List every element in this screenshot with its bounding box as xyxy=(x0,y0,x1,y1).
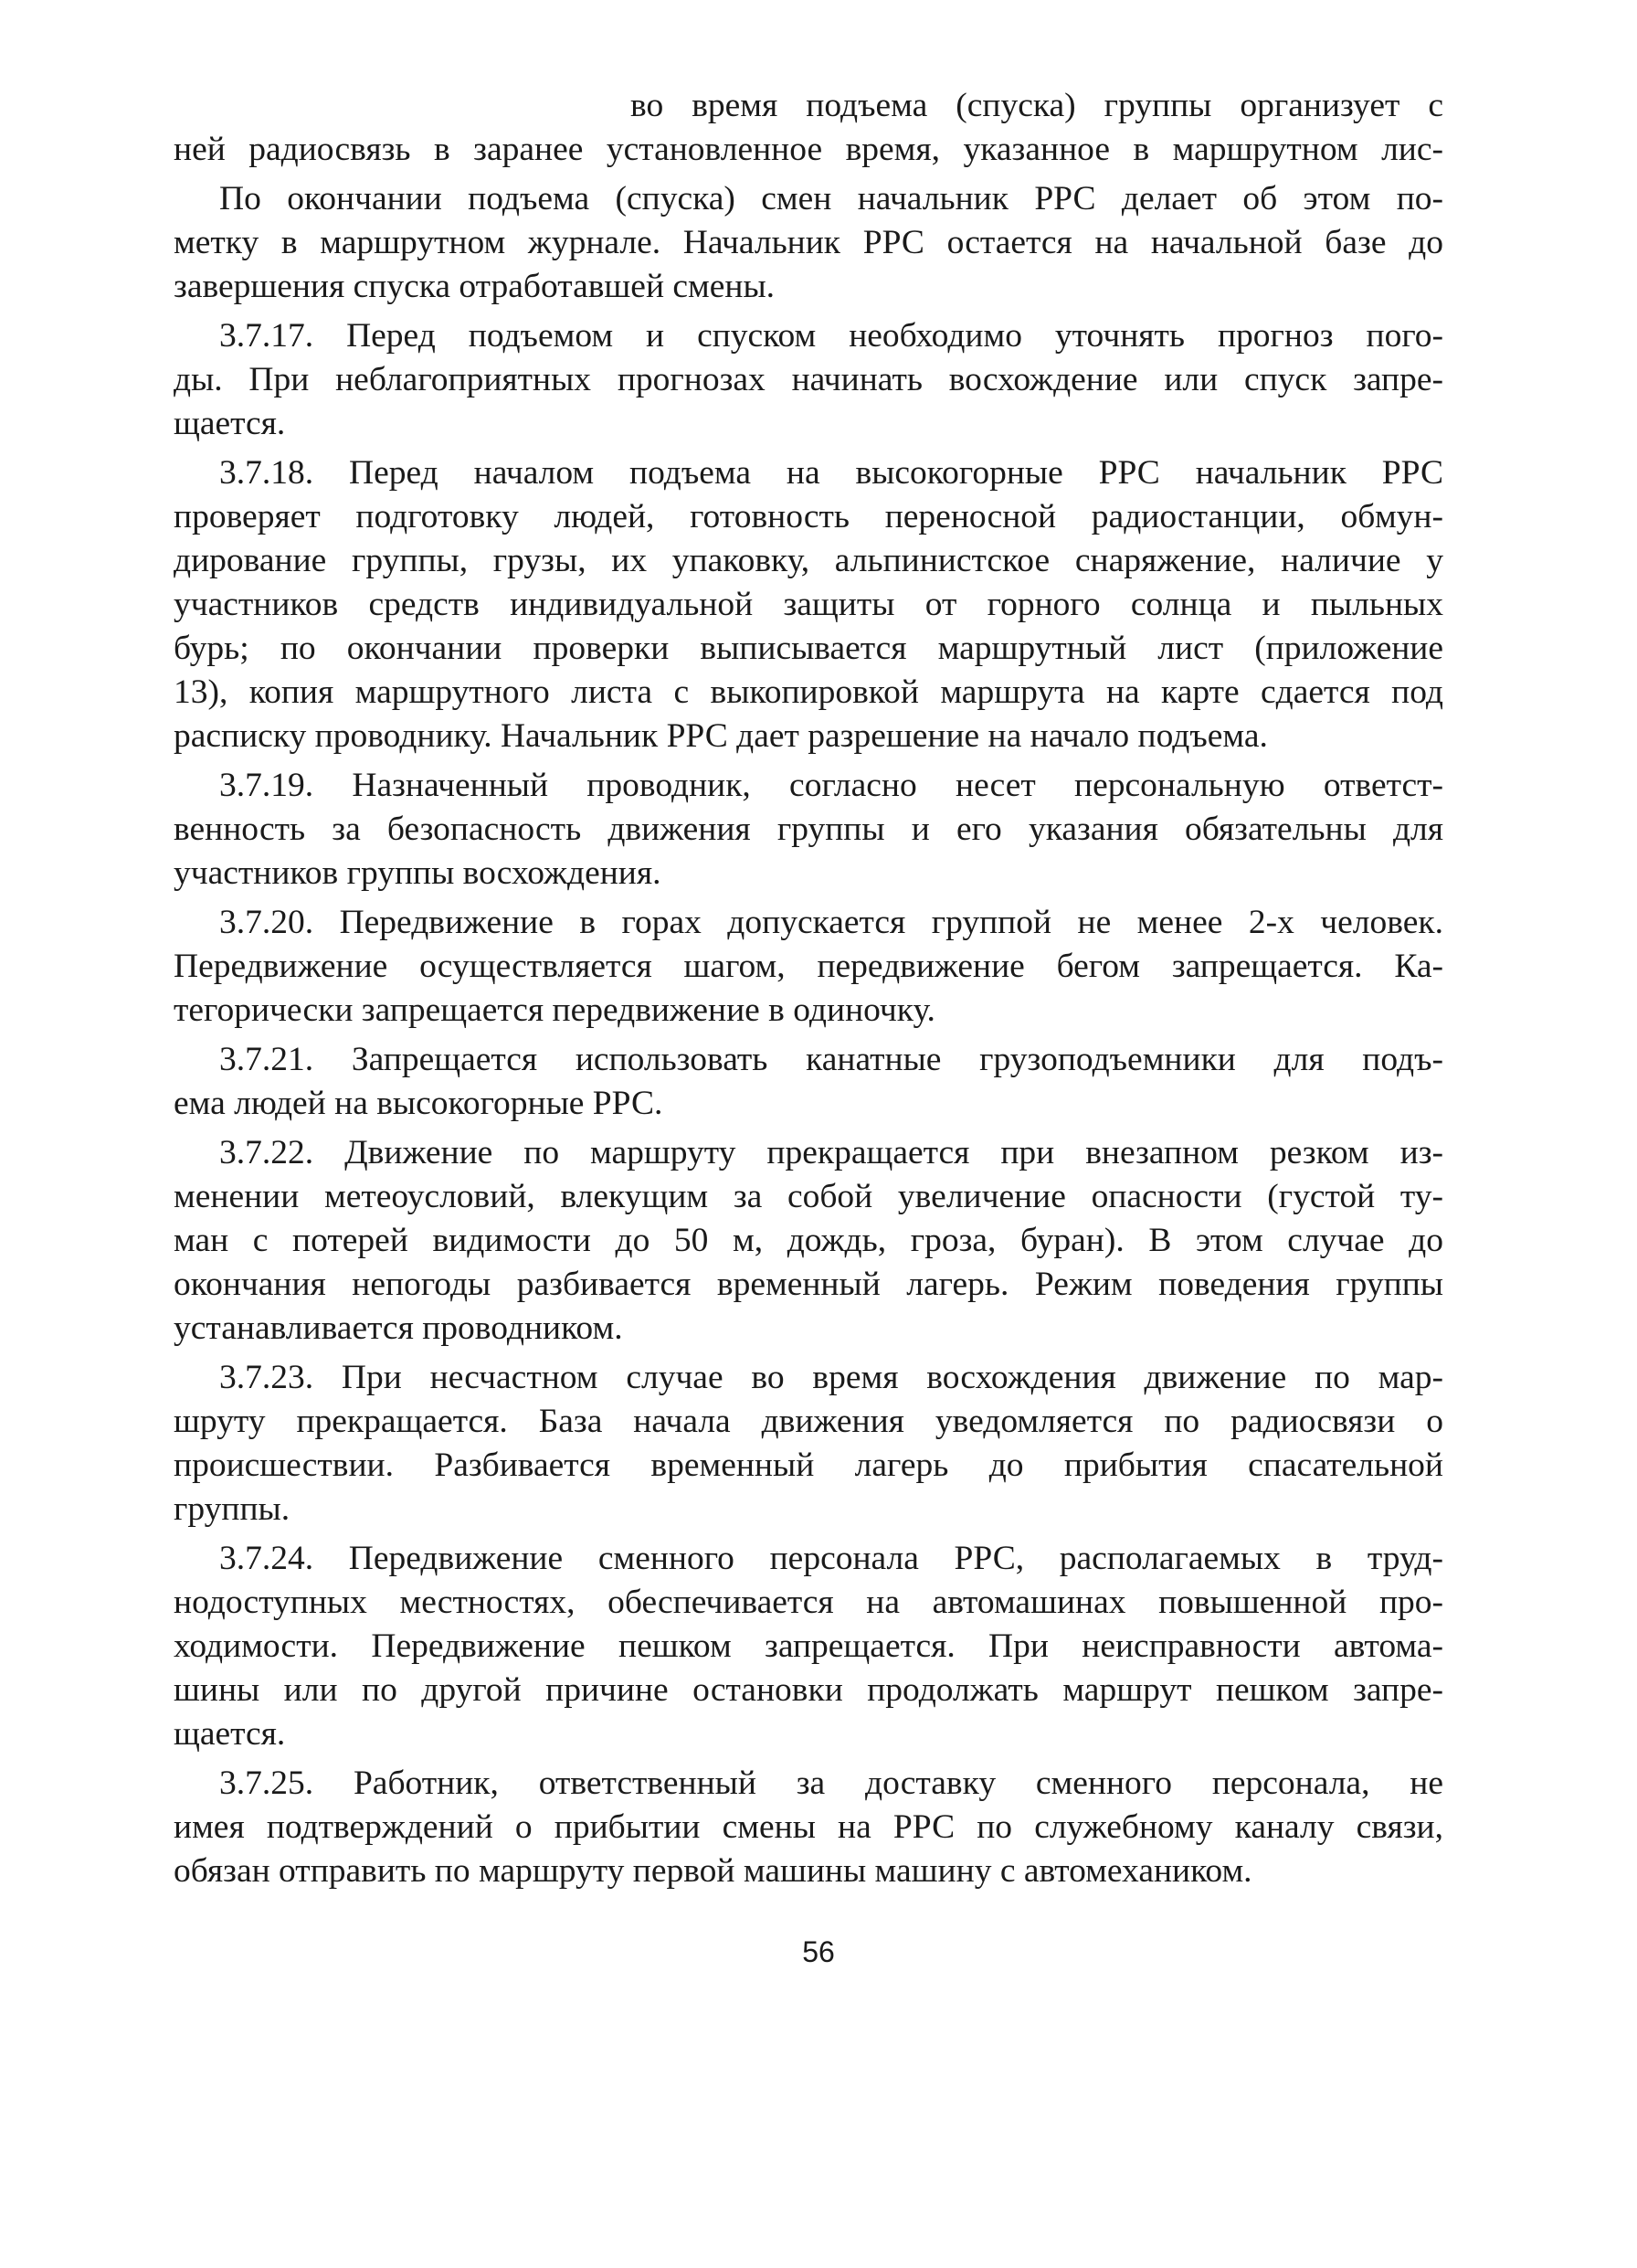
text-line: участников группы восхождения. xyxy=(174,854,661,892)
text-line: ды. При неблагоприятных прогнозах начинать восхождение или спуск запре- xyxy=(174,361,1443,398)
paragraph-3-7-19 xyxy=(174,764,1443,896)
text-line: нодоступных местностях, обеспечивается на автомашинах повышенной про- xyxy=(174,1584,1443,1621)
text-line: 3.7.24. Передвижение сменного персонала РРС, располагаемых в труд- xyxy=(219,1540,1443,1577)
text-line: группы. xyxy=(174,1490,290,1528)
text-line: 3.7.17. Перед подъемом и спуском необходимо уточнять прогноз пого- xyxy=(219,317,1443,355)
text-line: бурь; по окончании проверки выписывается маршрутный лист (приложение xyxy=(174,630,1443,667)
text-line: 13), копия маршрутного листа с выкопировкой маршрута на карте сдается под xyxy=(174,673,1443,711)
text-line: дирование группы, грузы, их упаковку, альпинистское снаряжение, наличие у xyxy=(174,542,1443,579)
text-line: во время подъема (спуска) группы организует с xyxy=(630,87,1443,124)
paragraph-3-7-22 xyxy=(174,1131,1443,1351)
text-line: 3.7.23. При несчастном случае во время восхождения движение по мар- xyxy=(219,1359,1443,1396)
body-text xyxy=(174,84,1443,1899)
text-line: завершения спуска отработавшей смены. xyxy=(174,268,776,305)
text-line: 3.7.22. Движение по маршруту прекращается при внезапном резком из- xyxy=(219,1134,1443,1171)
text-line: По окончании подъема (спуска) смен начальник РРС делает об этом по- xyxy=(219,180,1443,217)
text-line: обязан отправить по маршруту первой машины машину с автомехаником. xyxy=(174,1852,1252,1890)
text-line: ней радиосвязь в заранее установленное время, указанное в маршрутном лис- xyxy=(174,131,1443,168)
text-line: ходимости. Передвижение пешком запрещается. При неисправности автома- xyxy=(174,1627,1443,1665)
paragraph-3-7-24 xyxy=(174,1537,1443,1756)
paragraph-3-7-25 xyxy=(174,1762,1443,1893)
text-line: венность за безопасность движения группы и его указания обязательны для xyxy=(174,811,1443,848)
paragraph-3-7-20 xyxy=(174,901,1443,1033)
paragraph-3-7-18 xyxy=(174,451,1443,758)
text-line: устанавливается проводником. xyxy=(174,1309,623,1347)
text-line: менении метеоусловий, влекущим за собой увеличение опасности (густой ту- xyxy=(174,1178,1443,1215)
paragraph-3-7-23 xyxy=(174,1356,1443,1531)
paragraph-3-7-17 xyxy=(174,314,1443,446)
paragraph-intro-2 xyxy=(174,177,1443,309)
text-line: проверяет подготовку людей, готовность переносной радиостанции, обмун- xyxy=(174,498,1443,535)
text-line: окончания непогоды разбивается временный лагерь. Режим поведения группы xyxy=(174,1266,1443,1303)
paragraph-intro xyxy=(174,84,1443,172)
text-line: 3.7.20. Передвижение в горах допускается группой не менее 2-х человек. xyxy=(219,904,1443,941)
text-line: щается. xyxy=(174,1715,286,1753)
text-line: расписку проводнику. Начальник РРС дает разрешение на начало подъема. xyxy=(174,717,1268,755)
text-line: ман с потерей видимости до 50 м, дождь, гроза, буран). В этом случае до xyxy=(174,1222,1443,1259)
text-line: 3.7.21. Запрещается использовать канатные грузоподъемники для подъ- xyxy=(219,1041,1443,1078)
paragraph-3-7-21 xyxy=(174,1038,1443,1126)
text-line: метку в маршрутном журнале. Начальник РРС остается на начальной базе до xyxy=(174,224,1443,261)
text-line: имея подтверждений о прибытии смены на РРС по служебному каналу связи, xyxy=(174,1808,1443,1846)
page-number: 56 xyxy=(802,1935,835,1968)
text-line: участников средств индивидуальной защиты от горного солнца и пыльных xyxy=(174,586,1443,623)
text-line: Передвижение осуществляется шагом, передвижение бегом запрещается. Ка- xyxy=(174,948,1443,985)
text-line: шины или по другой причине остановки продолжать маршрут пешком запре- xyxy=(174,1671,1443,1709)
text-line: 3.7.25. Работник, ответственный за доставку сменного персонала, не xyxy=(219,1765,1443,1802)
text-line: шруту прекращается. База начала движения уведомляется по радиосвязи о xyxy=(174,1403,1443,1440)
text-line: происшествии. Разбивается временный лагерь до прибытия спасательной xyxy=(174,1447,1443,1484)
text-line: тегорически запрещается передвижение в одиночку. xyxy=(174,991,935,1029)
text-line: 3.7.19. Назначенный проводник, согласно несет персональную ответст- xyxy=(219,767,1443,804)
text-line: 3.7.18. Перед началом подъема на высокогорные РРС начальник РРС xyxy=(219,454,1443,492)
text-line: ема людей на высокогорные РРС. xyxy=(174,1085,663,1122)
text-line: щается. xyxy=(174,405,286,442)
